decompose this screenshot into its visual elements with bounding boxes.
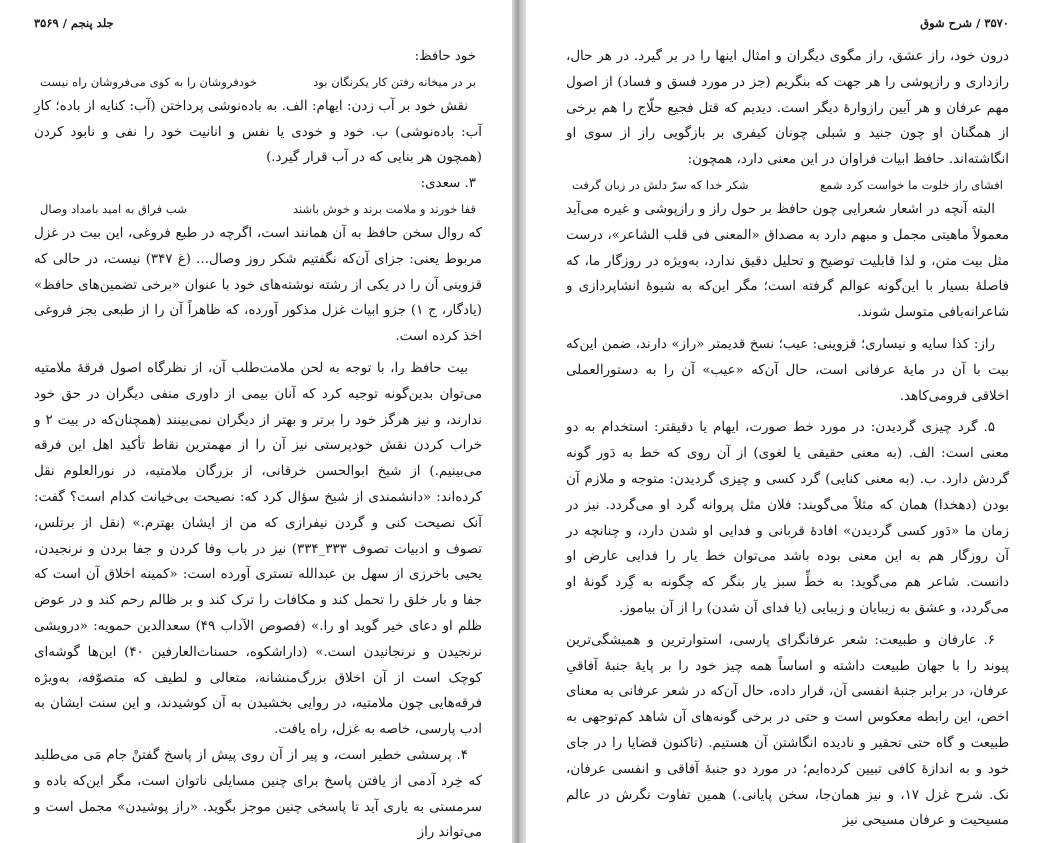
text-line: بخشیدن به آن کوشیدند، و این سنت ایشان به ادب پارسی، خاصه به غزل، راه یافت. [34,696,482,738]
paragraph [34,743,482,843]
right-header-text: ۳۵۷۰ / شرح شوق [920,16,1009,30]
left-page [0,0,512,843]
text-line: البته آنچه در اشعار شعرایی چون حافظ بر حول راز و رازپوشی و غیره می‌آید [566,201,995,217]
text-line: ندارند، و نیز هرگز خود را برتر و بهتر از دیگران نمی‌بینند (همچنان‌که در بیت ۲ و [34,412,482,428]
text-line: است: الف. (به معنی حقیقی یا لغوی) از آن روی که خط به دَور گونه گردش دارد. ب. [566,446,1009,487]
text-line: بزرگ‌منشانه، متعالی و لطیف که متصوّفه، به‌ویژه فرقه‌هایی چون ملامتیه، در روایی [34,670,482,712]
text-line: بیت با آن در مایهٔ عرفانی است، حال آن‌که «عیب» آن را به دستورالعملی اخلاقی [566,362,1009,404]
text-line: ۶. عارفان و طبیعت: شعر عرفانگرای پارسی، استوارترین و همیشگی‌ترین پیوند [566,632,1009,674]
text-line: بیت حافظ را، با توجه به لحن ملامت‌طلب آن، از نظرگاه اصول فرقهٔ ملامتیه [34,360,468,376]
text-line: گوید او را.» (فصوص الآداب ۴۹) سعدالدین حمویه: «درویشی نرنجیدن و نرنجانیدن [34,618,482,660]
text-line: به یاری آید تا پاسخی چنین موجز بگوید. «راز پوشیدن» مجمل است و می‌تواند راز [34,799,482,841]
text-line: راز: کذا سایه و نیساری؛ قزوینی: عیب؛ نسخ قدیمتر «راز» دارند، ضمن این‌که [566,336,995,352]
hemistich-left: شکر خدا که سرّ دلش در زبان گرفت [572,177,749,192]
text-line: نصیحت کنی و گردن نیفرازی که من از ایشان بهترم.» (نقل از برتلس، تصوف و ادبیات [34,515,482,557]
text-line: همگنان او چون جنید و شبلی چونان کیفری بر بازگویی راز از سوی او انگاشته‌اند. [566,126,1009,168]
text-line: جنبهٔ انفسی آن، قرار داده، حال آن‌که در شعر عرفانی به معنای اخص، این رابطه [566,684,1009,726]
text-line: تحمل کند و مکافات را ترک کند و بر ظالم رحم کند و در عوض ظلم او دعای خیر [34,593,482,634]
hemistich-right: بر در میخانه رفتن کار یکرنگان بود [313,74,476,89]
verse-line [34,197,482,221]
hemistich-right: قفا خورند و ملامت برند و خوش باشند [292,201,476,216]
text-line: که مثلاً می‌گویند: فلان مثل پروانه گرد او می‌گردد. نیز در زمان ما «دَور کسی گردیدن» [566,497,1009,539]
text-line: افادهٔ قربانی و فدایی او شدن دارد، و چنانچه در آن روزگار هم به این معنی بوده باشد [566,523,1009,565]
text-line: می‌توان بدین‌گونه توجیه کرد که آنان بیمی از داوری منفی دیگران در حق خود [34,386,482,402]
text-line: حافظ ابیات فراوان در این معنی دارد، همچون: [687,152,945,168]
text-line: خراب کردن نقش خودپرستی نیز آن را از مهمترین نقاط تأکید اهل این فرقه [34,438,482,454]
text-line: درون خود، راز عشق، راز مگوی دیگران و امثال اینها را در بر گیرد. در هر حال، [566,49,1009,64]
paragraph [566,44,1009,173]
right-page-header [566,12,1009,34]
text-line: رازداری و رازپوشی را هر جهت که بنگریم (جز در مورد فسق و فساد) از اصول مهم [566,74,1009,116]
book-gutter [512,0,526,843]
paragraph [34,221,482,350]
text-line: آب: باده‌نوشی) ب. خود و خودی یا نفس و انانیت خود را نفی و نابود کردن [34,124,482,140]
verse-line [566,173,1009,197]
hemistich-left: شب فراق به امید بامداد وصال [40,201,187,216]
paragraph [566,197,1009,326]
paragraph [34,94,482,171]
text-line: «دانشمندی از شیخ سؤال کرد که: نصیحت بی‌خیانت کدام است؟ گفت: آنک [34,489,482,531]
text-line: فرومی‌کاهد. [899,388,968,404]
text-line: ۵. گرد چیزی گردیدن: در مورد خط صورت، ایهام یا دقیقتر: استخدام به دو معنی [566,420,1009,462]
text-line: معکوس است و حتی در برخی گونه‌های آن شاهد کم‌توجهی به طبیعت و گاه حتی [566,710,1009,751]
right-page [526,0,1037,843]
text-line: عرفان و هر آیین رازوارهٔ دیگر است. دیدیم که قتل فجیع حلّاج را هم برخی از [566,100,1009,142]
text-line: مربوط یعنی: جزای آن‌که نگفتیم شکر روز وصال... (غ ۳۴۷) نیست، در حالی که [34,251,482,267]
text-line: خِرد آدمی از یافتن پاسخ برای چنین مسایلی ناتوان است، مگر این‌که باده و سرمستی [34,773,482,815]
right-page-body [566,44,1009,834]
text-line: می‌بینیم.) از شیخ ابوالحسن خرقانی، از بزرگان ملامتیه، در نورالعلوم نقل کرده‌اند: [34,464,482,505]
text-line: تصوف ۳۳۳_۳۳۴) نیز در باب وفا کردن و جفا بردن و نرنجیدن، یحیی باخرزی از [34,541,482,583]
text-line: بسیار با این‌گونه عوالم گرفته است؛ مگر این‌که به شیوهٔ انشاپردازی و شاعرانه‌بافی [566,279,1009,321]
text-line: که روال سخن حافظ به آن همانند است، اگرچه در طبع فروغی، این بیت در غزل [34,225,482,241]
left-page-body [34,44,482,843]
text-line: که چگونه به گِرد گونهٔ او می‌گردد، و عشق به زیبایان و زیبایی (یا فدای آن شدن) را از [566,575,1009,616]
hemistich-left: خودفروشان را به کوی می‌فروشان راه نیست [40,74,258,89]
paragraph [566,628,1009,834]
text-line: (یادگار، ج ۱) جزو ابیات غزل مذکور آورده، که ظاهراً آن را از طبعی بجز فروغی اخذ [34,303,482,345]
paragraph [566,415,1009,621]
text-line: آن بیاموز. [618,600,674,616]
text-line: (به معنی کنایی) گرد کسی و چیزی گردیدن: متوجه و ملازم آن بودن (دهخدا) همان [566,471,1009,513]
heading-saadi: ۳. سعدی: [420,176,476,192]
paragraph [34,356,482,743]
hemistich-right: افشای راز خلوت ما خواست کرد شمع [819,177,1003,192]
paragraph [566,332,1009,409]
text-line: قزوینی آن را در یکی از رشته نوشته‌های خود با عنوان «برخی تضمین‌های حافظ» [34,277,482,293]
text-line: معمولاً ماهیتی مجمل و مبهم دارد به مصداق «المعنی فی قلب الشاعر»، درست مثل [566,227,1009,269]
text-line: همان‌جا، سخن پایانی.) همین تفاوت نگرش در عالم مسیحیت و عرفان مسیحی نیز [566,787,1009,829]
verse-line [34,70,482,94]
text-line: نقش خود بر آب زدن: ایهام: الف. به باده‌نوشی پرداختن (آب: کنایه از باده؛ کارِ [34,98,468,114]
text-line: تبیین کرده‌ایم؛ در مورد دو جنبهٔ آفاقی و انفسی عرفان، نک. شرح غزل ۱۷، و نیز [566,761,1009,803]
text-line: می‌توان خط یار را فدایی عارض او دانست. شاعر هم می‌گوید: به خطِّ سبز یار بنگر [566,549,1009,591]
text-line: سهل بن عبدالله تستری آورده است: «کمینه اخلاق آن است که جفا و بار خلق را [34,567,483,609]
text-line: ۴. پرسشی خطیر است، و پیر از آن روی پیش از پاسخ گفتنْ جام مَی می‌طلبد که [34,747,482,789]
text-line: متوسل شوند. [857,305,935,321]
left-page-header [34,12,482,34]
text-line: بیت متن، و لذا قابلیت توضیح و تحلیل دقیق ندارد، به‌ویژه در روزگار ما، که فاصلهٔ [566,253,1010,295]
text-line: را با جهان طبیعت داشته و اساساً همه چیز خود را بر پایهٔ جنبهٔ آفاقیِ عرفان، در برابر [566,658,1009,700]
heading-khod-hafez: خود حافظ: [414,49,476,64]
text-line: کرده است. [395,329,459,345]
text-line: است.» (داراشکوه، حسنات‌العارفین ۴۰) این‌ها گوشه‌ای کوچک است از آن اخلاق [34,644,482,686]
text-line: (همچون هر بنایی که در آب قرار گیرد.) [266,150,482,166]
text-line: تحقیر و نادیده انگاشتن آن هستیم. (تاکنون قضایا را در جای خود و به اندازهٔ کافی [566,735,1009,777]
left-header-text: جلد پنجم / ۳۵۶۹ [34,16,114,30]
